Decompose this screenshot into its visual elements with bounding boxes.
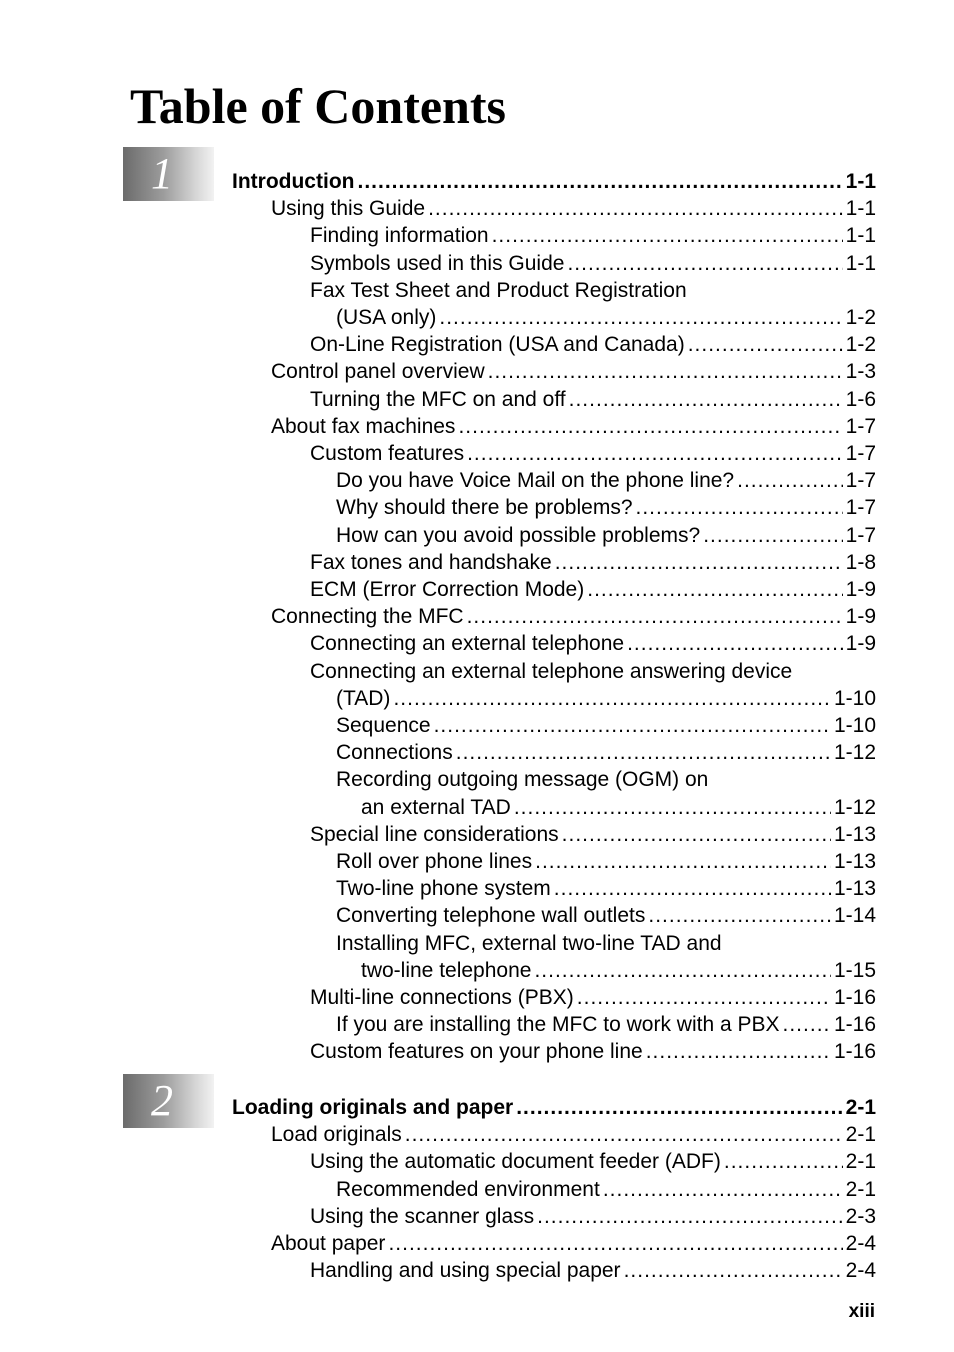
toc-entry: [336, 1011, 876, 1038]
dot-leader: [624, 1257, 843, 1284]
toc-entry-title: Finding information: [310, 224, 489, 248]
toc-entry-title: Sequence: [336, 714, 431, 737]
toc-entry-title: Using the automatic document feeder (ADF): [310, 1150, 721, 1174]
toc-entry-page: 1-2: [845, 306, 876, 329]
dot-leader: [577, 984, 831, 1011]
toc-entry-page: 1-7: [845, 523, 876, 547]
dot-leader: [534, 957, 831, 984]
toc-entry-page: 1-9: [845, 632, 876, 656]
dot-leader: [458, 413, 842, 440]
toc-entry-title: Special line considerations: [310, 822, 559, 846]
toc-entry: [310, 386, 876, 413]
toc-entry-title: Loading originals and paper: [232, 1096, 514, 1119]
dot-leader: [603, 1176, 843, 1203]
dot-leader: [688, 331, 843, 358]
dot-leader: [636, 494, 843, 521]
toc-entry-page: 1-16: [833, 986, 876, 1009]
toc-entry: [310, 576, 876, 603]
dot-leader: [724, 1148, 843, 1175]
toc-entry-page: 1-13: [833, 850, 876, 873]
dot-leader: [627, 630, 843, 657]
dot-leader: [439, 304, 842, 331]
dot-leader: [737, 467, 843, 494]
dot-leader: [467, 603, 843, 630]
toc-entry: [336, 875, 876, 902]
toc-entry: [336, 712, 876, 739]
toc-entry-page: 1-9: [845, 578, 876, 601]
dot-leader: [567, 250, 842, 277]
chapter-tab-2: 2: [123, 1074, 214, 1128]
toc-entry-title: Roll over phone lines: [336, 850, 533, 873]
dot-leader: [405, 1121, 843, 1148]
toc-entry-page: 2-1: [845, 1177, 876, 1201]
toc-entry: [271, 195, 876, 222]
page-title: Table of Contents: [130, 78, 506, 134]
toc-entry-title: Installing MFC, external two-line TAD and: [336, 931, 722, 955]
toc-entry-page: 1-13: [833, 877, 876, 901]
toc-chapter-heading: [232, 1094, 876, 1121]
toc-entry: [271, 1121, 876, 1148]
toc-entry: [271, 603, 876, 630]
toc-entry: [310, 658, 876, 685]
toc-entry-title: Fax tones and handshake: [310, 550, 552, 574]
dot-leader: [648, 902, 831, 929]
chapter-tab-1: 1: [123, 147, 214, 201]
toc-entry-page: 1-1: [845, 197, 876, 221]
toc-entry-page: 2-3: [845, 1204, 876, 1228]
toc-entry-title: Why should there be problems?: [336, 496, 633, 520]
toc-entry: [310, 1038, 876, 1065]
toc-entry-title: Connecting an external telephone answering device: [310, 659, 793, 683]
toc-entry-page: 1-1: [845, 251, 876, 275]
toc-entry-title: ECM (Error Correction Mode): [310, 578, 585, 601]
dot-leader: [703, 522, 842, 549]
dot-leader: [646, 1038, 831, 1065]
toc-entry-title: Fax Test Sheet and Product Registration: [310, 278, 687, 302]
toc-entry-page: 1-13: [833, 822, 876, 846]
toc-entry: [310, 331, 876, 358]
toc-entry-title: Load originals: [271, 1123, 402, 1147]
toc-entry-page: 1-10: [833, 714, 876, 737]
toc-entry-page: 1-16: [833, 1013, 876, 1037]
toc-entry-title: (TAD): [336, 686, 391, 710]
toc-entry-page: 2-4: [845, 1232, 876, 1255]
toc-entry: [310, 984, 876, 1011]
toc-entry-page: 1-7: [845, 469, 876, 493]
toc-entry: [310, 1203, 876, 1230]
toc-entry-page: 1-10: [833, 686, 876, 710]
toc-entry: [310, 222, 876, 249]
toc-entry-title: Connecting an external telephone: [310, 632, 625, 656]
toc-entry: [336, 467, 876, 494]
toc-entry-title: Using the scanner glass: [310, 1204, 535, 1228]
toc-entry-title: How can you avoid possible problems?: [336, 523, 701, 547]
toc-entry: [310, 630, 876, 657]
toc-entry-title: an external TAD: [361, 795, 511, 819]
dot-leader: [428, 195, 843, 222]
toc-entry: [310, 277, 876, 304]
toc-entry-title: (USA only): [336, 306, 437, 329]
dot-leader: [783, 1011, 831, 1038]
toc-entry-page: 1-9: [845, 605, 876, 629]
toc-entry: [336, 522, 876, 549]
toc-entry-title: Multi-line connections (PBX): [310, 986, 574, 1009]
toc-entry-title: Turning the MFC on and off: [310, 387, 566, 411]
dot-leader: [554, 875, 831, 902]
dot-leader: [492, 222, 843, 249]
toc-entry-title: Do you have Voice Mail on the phone line?: [336, 469, 735, 493]
toc-entry: [271, 1230, 876, 1257]
toc-entry: [310, 549, 876, 576]
page-number: xiii: [848, 1301, 875, 1322]
toc-entry-page: 1-1: [845, 170, 876, 193]
toc-entry: [336, 766, 876, 793]
toc-entry: [336, 930, 876, 957]
dot-leader: [555, 549, 843, 576]
toc-entry-title: About fax machines: [271, 414, 456, 438]
dot-leader: [587, 576, 842, 603]
toc-entry-page: 1-6: [845, 387, 876, 411]
toc-entry-title: Recording outgoing message (OGM) on: [336, 768, 709, 792]
dot-leader: [535, 848, 831, 875]
toc-entry: [336, 739, 876, 766]
dot-leader: [467, 440, 843, 467]
toc-entry-title: two-line telephone: [361, 958, 532, 982]
toc-entry-page: 1-2: [845, 333, 876, 357]
toc-entry-page: 1-15: [833, 958, 876, 982]
toc-entry-title: Introduction: [232, 170, 355, 193]
dot-leader: [562, 821, 831, 848]
toc-entry-title: Two-line phone system: [336, 877, 551, 901]
toc-entry-page: 1-7: [845, 414, 876, 438]
toc-entry-page: 1-14: [833, 904, 876, 928]
toc-entry-page: 2-1: [845, 1150, 876, 1174]
dot-leader: [514, 794, 831, 821]
toc-entry-page: 1-1: [845, 224, 876, 248]
toc-entry-title: If you are installing the MFC to work with a PBX: [336, 1013, 780, 1037]
toc-entry-page: 1-8: [845, 550, 876, 574]
toc-entry-title: Connections: [336, 741, 453, 765]
toc-entry-title: Recommended environment: [336, 1177, 600, 1201]
dot-leader: [388, 1230, 842, 1257]
dot-leader: [516, 1094, 842, 1121]
toc-entry: [310, 440, 876, 467]
dot-leader: [569, 386, 843, 413]
toc-entry-page: 2-1: [845, 1096, 876, 1119]
toc-entry: [336, 1176, 876, 1203]
toc-entry: [310, 250, 876, 277]
toc-entry-title: Using this Guide: [271, 197, 426, 221]
dot-leader: [393, 685, 831, 712]
toc-entry-title: Symbols used in this Guide: [310, 251, 565, 275]
toc-entry: [361, 957, 876, 984]
dot-leader: [357, 168, 842, 195]
toc-entry: [310, 821, 876, 848]
toc-entry: [271, 413, 876, 440]
toc-entry: [336, 494, 876, 521]
dot-leader: [537, 1203, 843, 1230]
toc-entry-page: 1-3: [845, 360, 876, 384]
toc-entry-page: 2-4: [845, 1259, 876, 1283]
toc-entry: [361, 794, 876, 821]
toc-chapter-heading: [232, 168, 876, 195]
toc-entry-title: Control panel overview: [271, 360, 485, 384]
toc-entry: [310, 1257, 876, 1284]
dot-leader: [434, 712, 831, 739]
toc-entry-title: Connecting the MFC: [271, 605, 464, 629]
toc-entry-page: 1-12: [833, 795, 876, 819]
toc-entry-title: Custom features on your phone line: [310, 1040, 643, 1064]
toc-entry-page: 2-1: [845, 1123, 876, 1147]
toc-entry: [336, 685, 876, 712]
toc-entry: [336, 304, 876, 331]
dot-leader: [488, 358, 843, 385]
toc-entry-page: 1-7: [845, 496, 876, 520]
toc-entry: [336, 902, 876, 929]
toc-entry: [336, 848, 876, 875]
toc-entry-title: Handling and using special paper: [310, 1259, 621, 1283]
toc-entry-title: Converting telephone wall outlets: [336, 904, 646, 928]
toc-entry-title: On-Line Registration (USA and Canada): [310, 333, 685, 357]
toc-entry: [271, 358, 876, 385]
toc-entry-title: About paper: [271, 1232, 386, 1255]
toc-entry-page: 1-7: [845, 442, 876, 465]
dot-leader: [456, 739, 831, 766]
toc-entry-title: Custom features: [310, 442, 465, 465]
toc-entry-page: 1-12: [833, 741, 876, 765]
toc-entry: [310, 1148, 876, 1175]
toc-entry-page: 1-16: [833, 1040, 876, 1064]
